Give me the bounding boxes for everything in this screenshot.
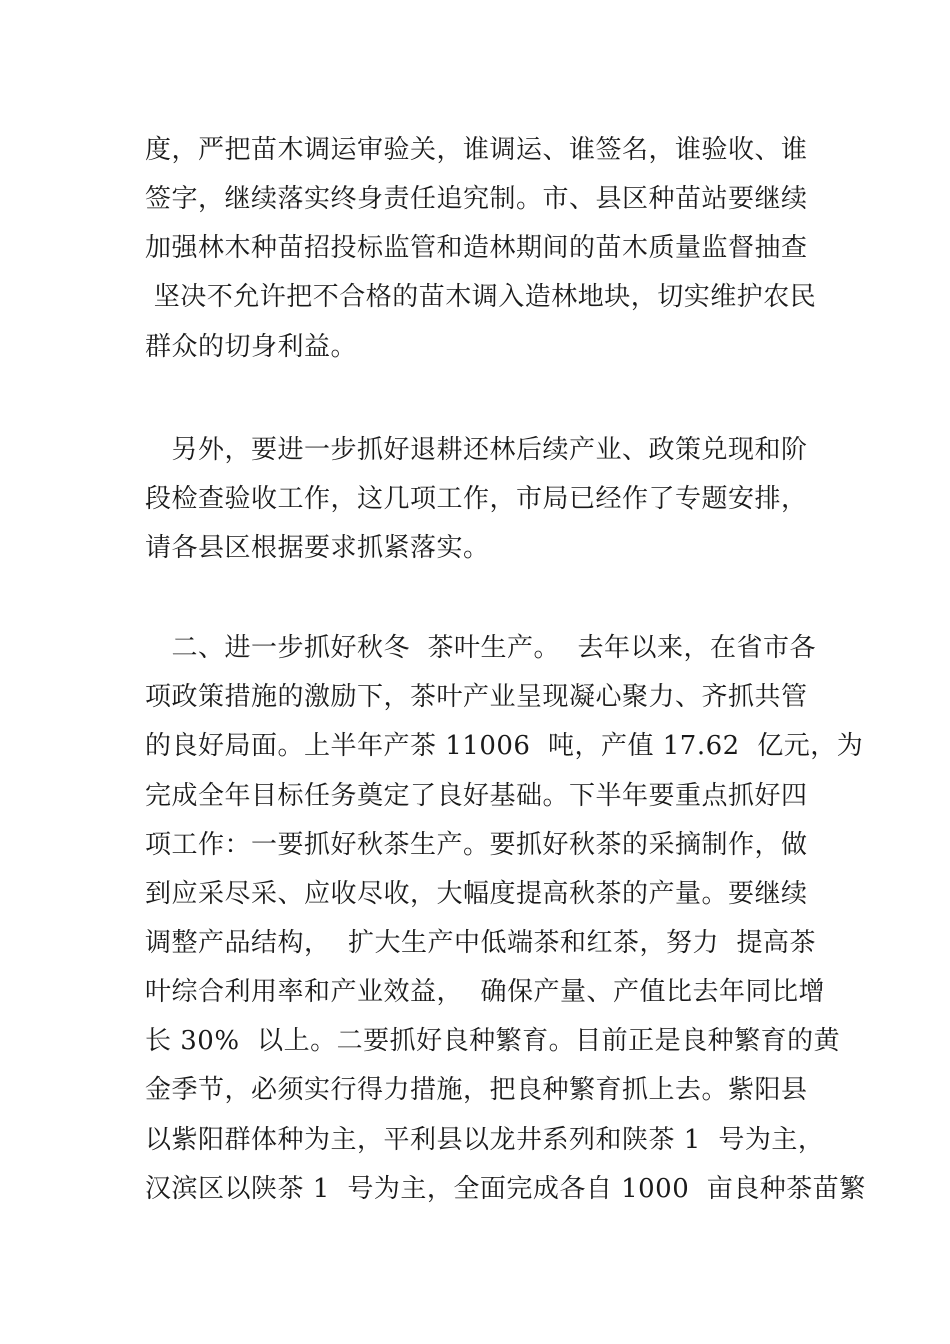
text-line: 段检查验收工作，这几项工作，市局已经作了专题安排，	[145, 484, 808, 514]
text-line: 金季节，必须实行得力措施，把良种繁育抓上去。紫阳县	[145, 1075, 808, 1105]
text-line: 以紫阳群体种为主，平利县以龙井系列和陕茶 1 号为主，	[145, 1125, 825, 1155]
text-line: 另外，要进一步抓好退耕还林后续产业、政策兑现和阶	[145, 435, 808, 465]
text-line: 到应采尽采、应收尽收，大幅度提高秋茶的产量。要继续	[145, 879, 808, 909]
text-line: 群众的切身利益。	[145, 332, 358, 362]
text-line: 汉滨区以陕茶 1 号为主，全面完成各自 1000 亩良种茶苗繁	[145, 1174, 866, 1204]
text-line: 签字，继续落实终身责任追究制。市、县区种苗站要继续	[145, 184, 808, 214]
text-line: 的良好局面。上半年产茶 11006 吨，产值 17.62 亿元，为	[145, 731, 864, 761]
text-line: 坚决不允许把不合格的苗木调入造林地块，切实维护农民	[145, 282, 817, 312]
text-line: 完成全年目标任务奠定了良好基础。下半年要重点抓好四	[145, 781, 808, 811]
text-line: 长 30% 以上。二要抓好良种繁育。目前正是良种繁育的黄	[145, 1026, 841, 1056]
text-line: 调整产品结构， 扩大生产中低端茶和红茶，努力 提高茶	[145, 928, 817, 958]
text-line: 叶综合利用率和产业效益， 确保产量、产值比去年同比增	[145, 977, 826, 1007]
text-line: 度，严把苗木调运审验关，谁调运、谁签名，谁验收、谁	[145, 135, 808, 165]
text-line: 项政策措施的激励下，茶叶产业呈现凝心聚力、齐抓共管	[145, 682, 808, 712]
text-line: 项工作：一要抓好秋茶生产。要抓好秋茶的采摘制作，做	[145, 830, 808, 860]
text-line: 加强林木种苗招投标监管和造林期间的苗木质量监督抽查	[145, 233, 808, 263]
text-line: 请各县区根据要求抓紧落实。	[145, 533, 490, 563]
text-line: 二、进一步抓好秋冬 茶叶生产。 去年以来，在省市各	[145, 633, 817, 663]
